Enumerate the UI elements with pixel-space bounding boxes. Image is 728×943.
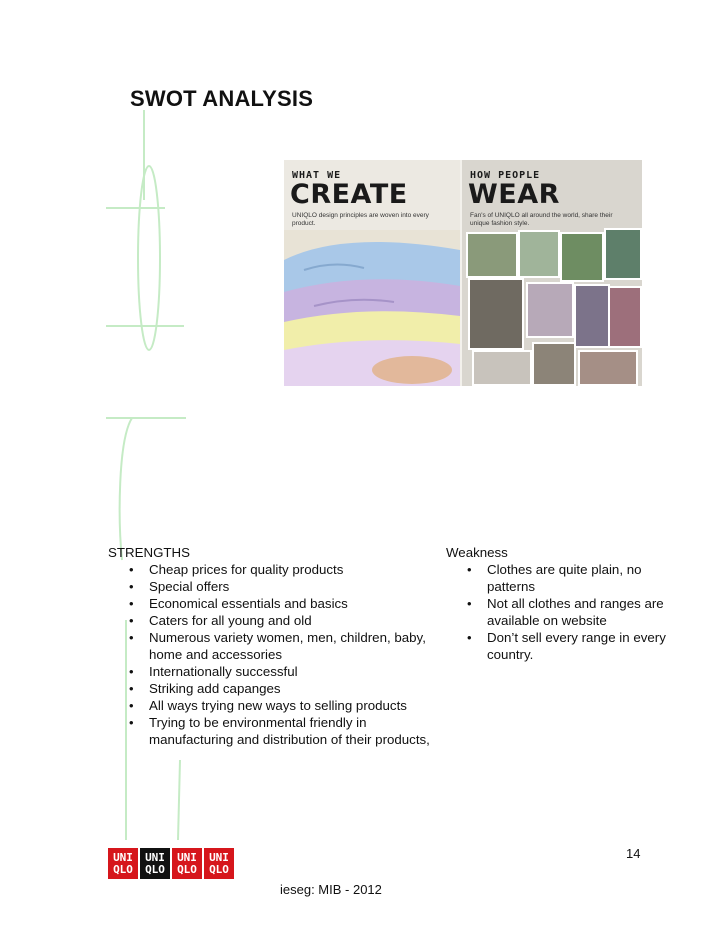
fashion-photo xyxy=(468,278,524,350)
fashion-photo xyxy=(608,286,642,348)
page-title: SWOT ANALYSIS xyxy=(130,86,314,111)
weakness-heading: Weakness xyxy=(446,545,508,560)
list-item: • Internationally successful xyxy=(108,663,438,680)
fashion-photo xyxy=(466,232,518,278)
list-item: • Don’t sell every range in every country. xyxy=(446,629,666,663)
promo-panel-wear xyxy=(462,160,642,386)
promo-create-description: UNIQLO design principles are woven into every product. xyxy=(292,212,429,227)
list-item: • Economical essentials and basics xyxy=(108,595,438,612)
uniqlo-logo-strip xyxy=(108,848,234,879)
fashion-photo xyxy=(532,342,576,386)
list-item: • Cheap prices for quality products xyxy=(108,561,438,578)
folded-shirts-illustration xyxy=(284,230,460,386)
logo-text: UNI xyxy=(177,850,197,864)
strengths-section xyxy=(108,544,438,748)
list-item: • Numerous variety women, men, children, baby, home and accessories xyxy=(108,629,438,663)
list-item: • Caters for all young and old xyxy=(108,612,438,629)
weakness-section xyxy=(446,544,666,663)
uniqlo-logo xyxy=(140,848,170,879)
logo-text: QLO xyxy=(209,862,229,876)
page-number: 14 xyxy=(626,846,641,861)
fashion-photo xyxy=(578,350,638,386)
promo-wear-big-heading: WEAR xyxy=(468,179,560,210)
list-item: • Striking add capanges xyxy=(108,680,438,697)
fashion-photo xyxy=(526,282,574,338)
list-item: • Not all clothes and ranges are available on website xyxy=(446,595,666,629)
fashion-photo xyxy=(560,232,604,282)
fashion-photo xyxy=(604,228,642,280)
uniqlo-promo-image xyxy=(284,160,642,386)
promo-panel-create xyxy=(284,160,460,386)
list-item: • Special offers xyxy=(108,578,438,595)
uniqlo-logo xyxy=(108,848,138,879)
logo-text: UNI xyxy=(209,850,229,864)
footer-text: ieseg: MIB - 2012 xyxy=(280,882,382,897)
list-item: • All ways trying new ways to selling products xyxy=(108,697,438,714)
promo-create-big-heading: CREATE xyxy=(290,179,408,210)
logo-text: UNI xyxy=(113,850,133,864)
weakness-list xyxy=(446,561,666,663)
list-item: • Trying to be environmental friendly in manufacturing and distribution of their products, xyxy=(108,714,438,748)
fashion-photo xyxy=(574,284,610,348)
promo-wear-description: Fan's of UNIQLO all around the world, share their unique fashion style. xyxy=(470,212,613,227)
logo-text: QLO xyxy=(113,862,133,876)
logo-text: UNI xyxy=(145,850,165,864)
logo-text: QLO xyxy=(177,862,197,876)
fashion-photo xyxy=(518,230,560,278)
strengths-list xyxy=(108,561,438,748)
uniqlo-logo xyxy=(172,848,202,879)
strengths-heading: STRENGTHS xyxy=(108,545,191,560)
list-item: • Clothes are quite plain, no patterns xyxy=(446,561,666,595)
promo-wear-small-heading: HOW PEOPLE xyxy=(470,170,541,181)
uniqlo-logo xyxy=(204,848,234,879)
logo-text: QLO xyxy=(145,862,165,876)
fashion-photo xyxy=(472,350,532,386)
promo-create-small-heading: WHAT WE xyxy=(292,170,342,181)
